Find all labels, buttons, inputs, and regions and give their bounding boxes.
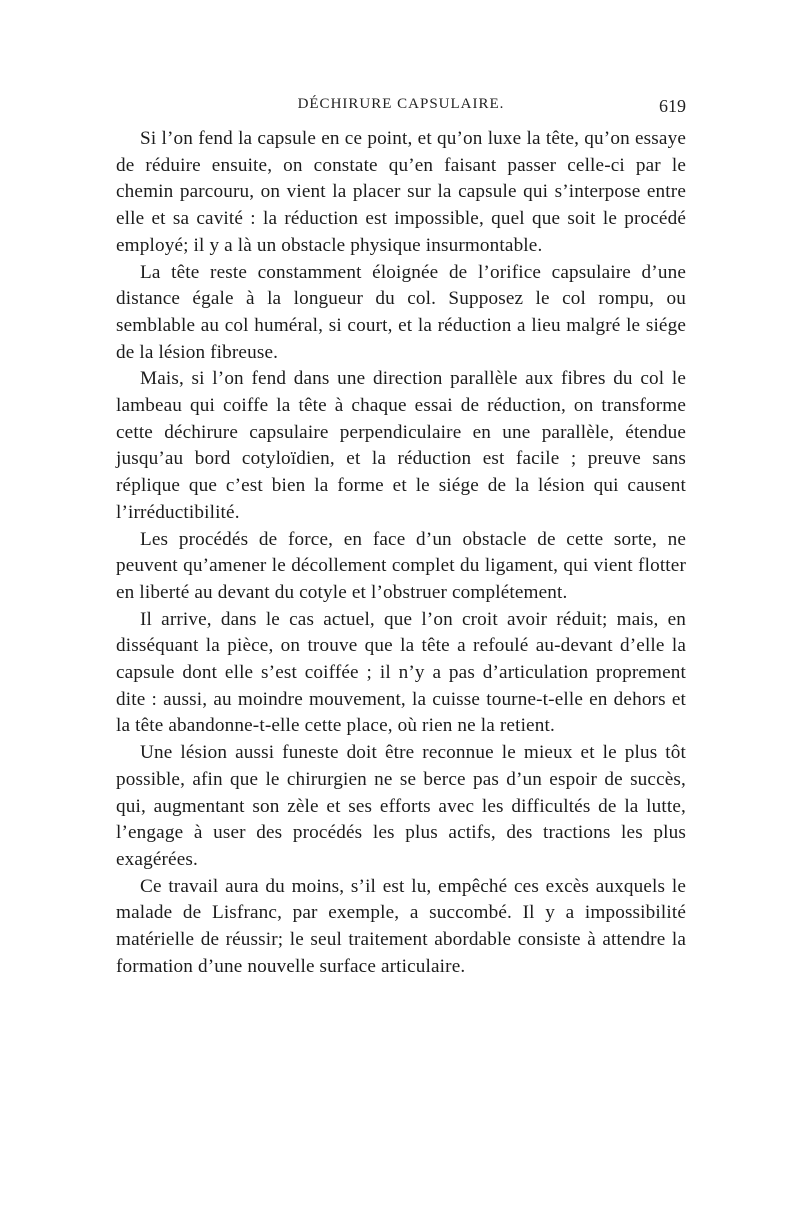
paragraph: Si l’on fend la capsule en ce point, et qu’on luxe la tête, qu’on essaye de réduire ensuite, on constate qu’en faisant passer celle-ci par le chemin parcouru, on vient la placer sur la capsule qui s’interpose entre elle et sa cavité : la réduction est impossible, quel que soit le procédé employé; il y a là un obstacle physique insurmontable. <box>116 128 686 256</box>
page-number: 619 <box>659 96 686 116</box>
paragraph: Les procédés de force, en face d’un obstacle de cette sorte, ne peuvent qu’amener le décollement complet du ligament, qui vient flotter en liberté au devant du cotyle et l’obstruer complétement. <box>116 528 686 603</box>
paragraph: La tête reste constamment éloignée de l’orifice capsulaire d’une distance égale à la longueur du col. Supposez le col rompu, ou semblable au col huméral, si court, et la réduction a lieu malgré le siége de la lésion fibreuse. <box>116 261 686 363</box>
body-text <box>116 126 686 981</box>
paragraph: Ce travail aura du moins, s’il est lu, empêché ces excès auxquels le malade de Lisfranc, par exemple, a succombé. Il y a impossibilité matérielle de réussir; le seul traitement abordable consiste à attendre la formation d’une nouvelle surface articulaire. <box>116 875 686 977</box>
paragraph: Mais, si l’on fend dans une direction parallèle aux fibres du col le lambeau qui coiffe la tête à chaque essai de réduction, on transforme cette déchirure capsulaire perpendiculaire en une parallèle, étendue jusqu’au bord cotyloïdien, et la réduction est facile ; preuve sans réplique que c’est bien la forme et le siége de la lésion qui causent l’irréductibilité. <box>116 368 686 523</box>
paragraph: Une lésion aussi funeste doit être reconnue le mieux et le plus tôt possible, afin que le chirurgien ne se berce pas d’un espoir de succès, qui, augmentant son zèle et ses efforts avec les difficultés de la lutte, l’engage à user des procédés les plus actifs, des tractions les plus exagérées. <box>116 742 686 870</box>
paragraph: Il arrive, dans le cas actuel, que l’on croit avoir réduit; mais, en disséquant la pièce, on trouve que la tête a refoulé au-devant d’elle la capsule dont elle s’est coiffée ; il n’y a pas d’articulation proprement dite : aussi, au moindre mouvement, la cuisse tourne-t-elle en dehors et la tête abandonne-t-elle cette place, où rien ne la retient. <box>116 608 686 737</box>
running-header <box>116 96 686 120</box>
running-title: DÉCHIRURE CAPSULAIRE. <box>297 96 505 112</box>
